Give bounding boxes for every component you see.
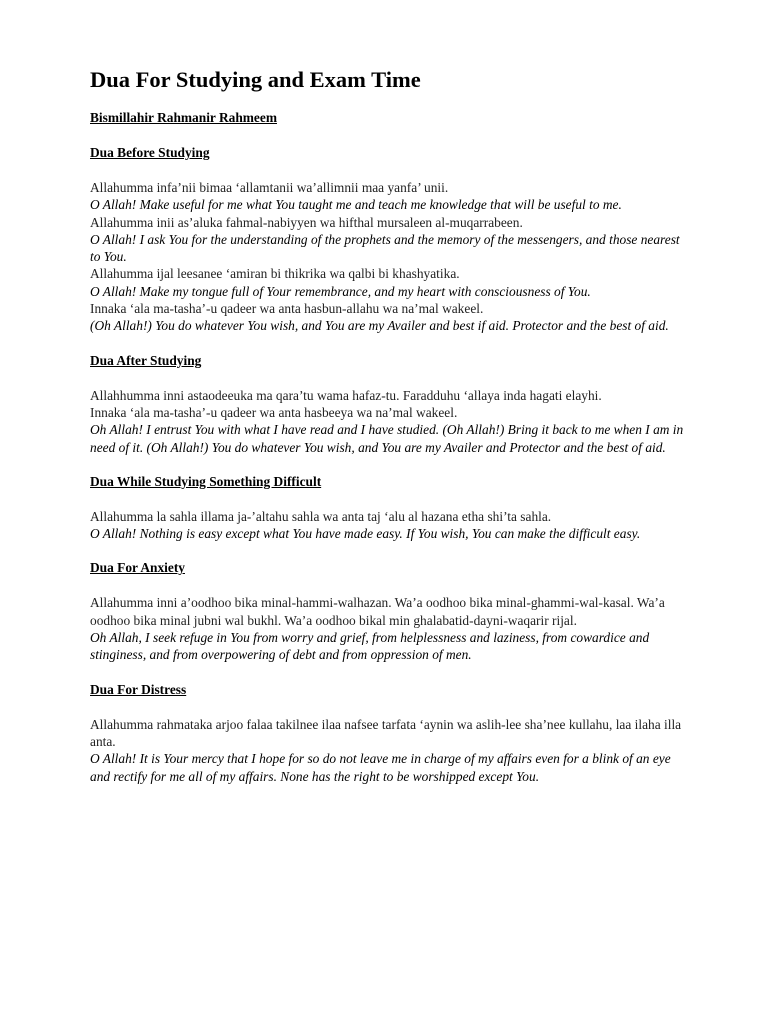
transliteration-line: Allahumma ijal leesanee ‘amiran bi thikrika wa qalbi bi khashyatika. (90, 266, 460, 282)
section-before-studying (90, 144, 690, 335)
section-body (90, 716, 690, 785)
transliteration-line: Innaka ‘ala ma-tasha’-u qadeer wa anta hasbeeya wa na’mal wakeel. (90, 404, 458, 420)
translation-line: Oh Allah! I entrust You with what I have read and I have studied. (Oh Allah!) Bring it back to me when I am in need of it. (Oh Allah!) You do whatever You wish, and You are my Availer and Protector and the best of aid. (90, 422, 684, 455)
section-body (90, 387, 690, 456)
section-heading: Dua After Studying (90, 352, 202, 368)
section-heading: Dua While Studying Something Difficult (90, 473, 322, 489)
translation-line: O Allah! Make useful for me what You taught me and teach me knowledge that will be useful to me. (90, 197, 622, 213)
section-body (90, 594, 690, 663)
translation-line: O Allah! I ask You for the understanding of the prophets and the memory of the messengers, and those nearest to You. (90, 231, 680, 265)
section-body (90, 179, 690, 335)
transliteration-line: Innaka ‘ala ma-tasha’-u qadeer wa anta hasbun-allahu wa na’mal wakeel. (90, 301, 484, 317)
translation-line: Oh Allah, I seek refuge in You from worry and grief, from helplessness and laziness, from cowardice and stinginess, and from overpowering of debt and from oppression of men. (90, 630, 650, 663)
section-distress (90, 681, 690, 785)
section-anxiety (90, 559, 690, 663)
document-page (90, 62, 690, 785)
transliteration-line: Allahumma infa’nii bimaa ‘allamtanii wa’allimnii maa yanfa’ unii. (90, 180, 449, 195)
translation-line: O Allah! Nothing is easy except what You have made easy. If You wish, You can make the difficult easy. (90, 526, 641, 542)
translation-line: O Allah! Make my tongue full of Your remembrance, and my heart with consciousness of You. (90, 283, 591, 299)
transliteration-line: Allahumma inii as’aluka fahmal-nabiyyen wa hifthal mursaleen al-muqarrabeen. (90, 214, 523, 230)
transliteration-line: Allahhumma inni astaodeeuka ma qara’tu wama hafaz-tu. Faradduhu ‘allaya inda hagati elayhi. (90, 387, 602, 403)
section-heading: Dua For Anxiety (90, 560, 185, 576)
section-heading: Dua Before Studying (90, 145, 210, 160)
page-title: Dua For Studying and Exam Time (90, 67, 421, 92)
transliteration-line: Allahumma la sahla illama ja-’altahu sahla wa anta taj ‘alu al hazana etha shi’ta sahla. (90, 508, 552, 524)
transliteration-line: Allahumma rahmataka arjoo falaa takilnee ilaa nafsee tarfata ‘aynin wa aslih-lee sha’nee kullahu, laa ilaha illa anta. (90, 716, 682, 749)
transliteration-line: Allahumma inni a’oodhoo bika minal-hammi-walhazan. Wa’a oodhoo bika minal-ghammi-wal-kasal. Wa’a oodhoo bika minal jubni wal bukhl. Wa’a oodhoo bikal min ghalabatid-dayni-waqarir rijal. (90, 595, 665, 628)
section-heading: Dua For Distress (90, 681, 187, 697)
section-body (90, 508, 690, 543)
bismillah-heading: Bismillahir Rahmanir Rahmeem (90, 110, 277, 125)
translation-line: (Oh Allah!) You do whatever You wish, and You are my Availer and best if aid. Protector and the best of aid. (90, 318, 669, 334)
translation-line: O Allah! It is Your mercy that I hope for so do not leave me in charge of my affairs even for a blink of an eye and rectify for me all of my affairs. None has the right to be worshipped except You. (90, 751, 671, 784)
section-studying-difficult (90, 473, 690, 543)
section-after-studying (90, 352, 690, 456)
